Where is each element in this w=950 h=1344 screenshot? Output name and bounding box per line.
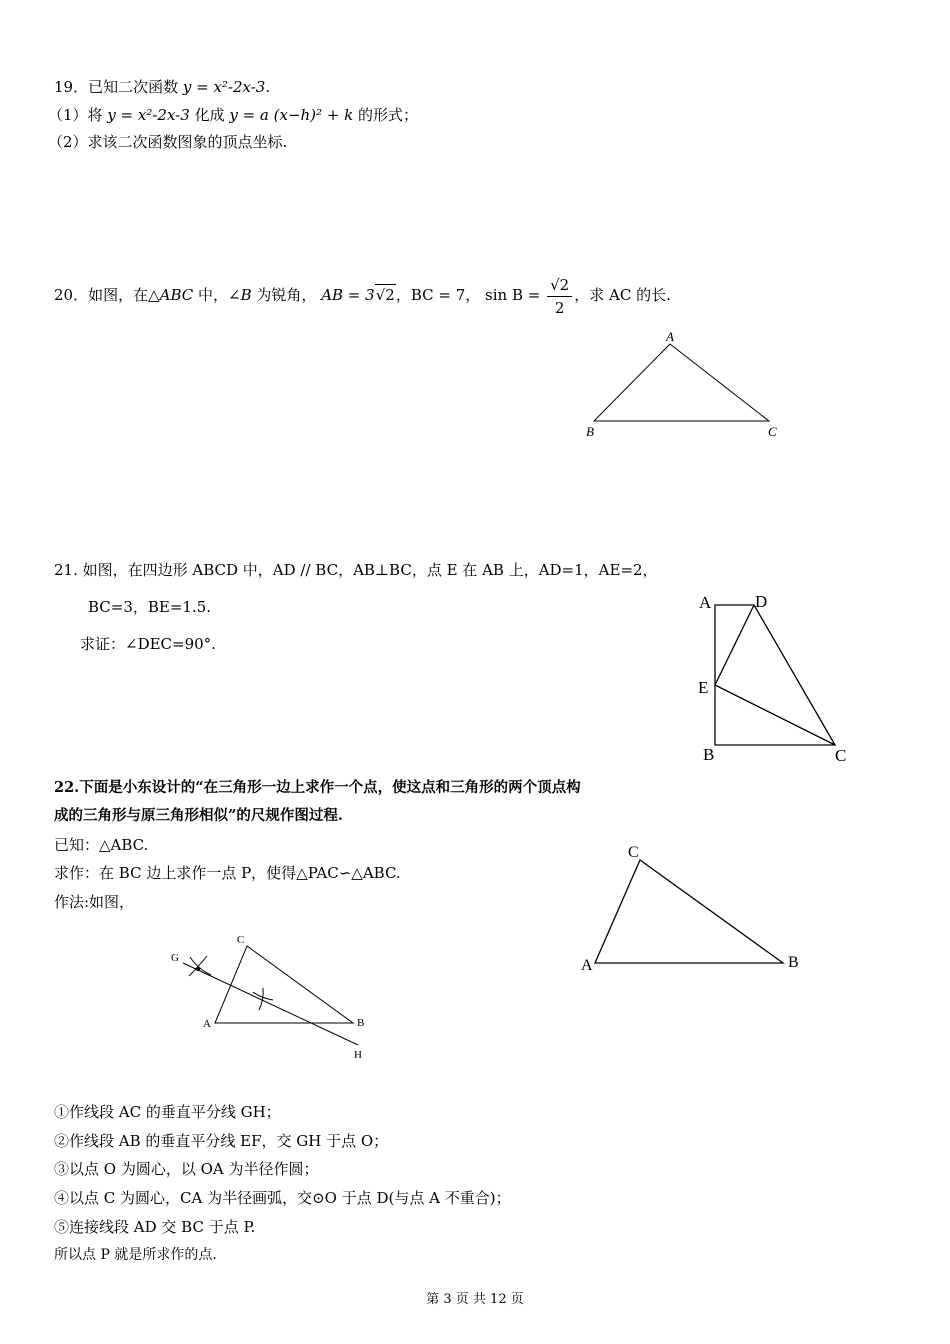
label-b: B: [357, 1017, 365, 1029]
point-g-intersection: [196, 967, 200, 971]
label-b: B: [788, 954, 799, 971]
label-a: A: [581, 957, 593, 974]
q22-step-2: ②作线段 AB 的垂直平分线 EF，交 GH 于点 O；: [54, 1132, 389, 1150]
label-d: D: [755, 592, 768, 611]
label-e: E: [698, 678, 709, 697]
label-c: C: [768, 424, 777, 439]
page-number: 第 3 页 共 12 页: [426, 1292, 524, 1307]
triangle-abc-small: [215, 946, 353, 1023]
q22-given: 已知：△ABC.: [54, 836, 149, 854]
label-h: H: [354, 1049, 362, 1061]
q19-part1: （1）将 y = x²-2x-3 化成 y = a (x−h)² + k 的形式；: [48, 106, 419, 124]
q22-title-line2: 成的三角形与原三角形相似”的尺规作图过程.: [54, 807, 343, 824]
q21-line2: BC=3，BE=1.5.: [88, 598, 212, 616]
q21-line3: 求证：∠DEC=90°.: [80, 635, 216, 653]
segment-ed: [715, 605, 754, 685]
line-gh: [183, 963, 358, 1045]
label-c: C: [628, 844, 639, 861]
q22-conclusion: 所以点 P 就是所求作的点.: [54, 1247, 217, 1263]
q22-step-3: ③以点 O 为圆心，以 OA 为半径作圆；: [54, 1160, 319, 1178]
q19-part2: （2）求该二次函数图象的顶点坐标.: [48, 133, 288, 151]
q22-task: 求作：在 BC 边上求作一点 P，使得△PAC∽△ABC.: [54, 864, 401, 882]
label-g: G: [171, 952, 179, 964]
q20-triangle-figure: [580, 328, 800, 443]
triangle-abc-large: [595, 860, 783, 963]
q22-method: 作法:如图，: [54, 893, 135, 911]
q22-title-line1: 22.下面是小东设计的“在三角形一边上求作一个点，使这点和三角形的两个顶点构: [54, 779, 581, 796]
triangle-abc: [594, 344, 769, 421]
q22-construction-figure: [165, 930, 380, 1062]
q19-line1: 19．已知二次函数 y = x²-2x-3.: [54, 78, 271, 96]
q22-step-5: ⑤连接线段 AD 交 BC 于点 P.: [54, 1218, 256, 1236]
label-a: A: [203, 1018, 211, 1030]
q22-step-4: ④以点 C 为圆心，CA 为半径画弧，交⊙O 于点 D(与点 A 不重合)；: [54, 1189, 511, 1207]
label-a: A: [699, 593, 712, 612]
q21-quadrilateral-figure: [690, 590, 860, 770]
sqrt-two: √2: [375, 286, 395, 304]
q22-triangle-figure: [575, 840, 805, 975]
label-b: B: [703, 745, 715, 764]
label-c: C: [835, 746, 847, 765]
label-a: A: [666, 329, 674, 344]
q22-step-1: ①作线段 AC 的垂直平分线 GH；: [54, 1103, 281, 1121]
label-b: B: [586, 424, 594, 439]
q20-text: 20．如图，在△ABC 中，∠B 为锐角， AB = 3√2，BC = 7， sin B = $\frac{√2}{2}$ ，求 AC 的长.: [54, 275, 671, 317]
quadrilateral-abcd: [715, 605, 835, 745]
label-c: C: [237, 934, 245, 946]
q21-line1: 21. 如图，在四边形 ABCD 中，AD // BC，AB⊥BC，点 E 在 AB 上，AD=1，AE=2，: [54, 561, 658, 579]
fraction-sqrt2-over-2: $\frac{√2}{2}$: [547, 276, 572, 317]
